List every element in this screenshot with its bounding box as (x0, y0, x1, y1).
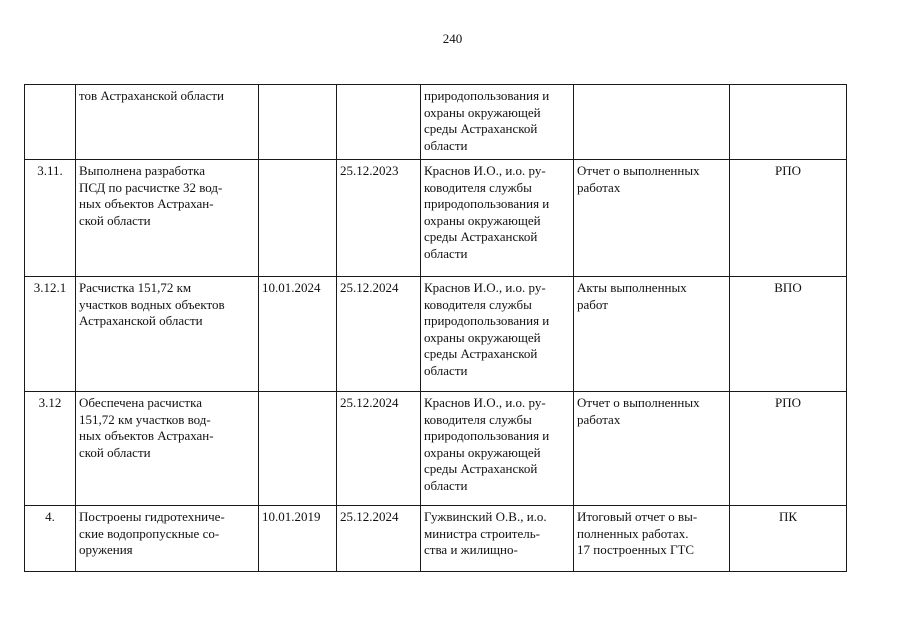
table-row (25, 392, 847, 506)
cell-end-date: 25.12.2024 (337, 506, 421, 572)
cell-number: 4. (25, 506, 76, 572)
cell-code: ВПО (730, 277, 847, 392)
cell-responsible: природопользования и охраны окружающей среды Астраханской области (421, 85, 574, 160)
cell-event: тов Астраханской области (76, 85, 259, 160)
table-row (25, 506, 847, 572)
cell-event: Построены гидротехниче- ские водопропускные со- оружения (76, 506, 259, 572)
cell-result: Итоговый отчет о вы- полненных работах. 17 построенных ГТС (574, 506, 730, 572)
activity-table (24, 84, 847, 572)
table-row (25, 160, 847, 277)
cell-responsible: Краснов И.О., и.о. ру- ководителя службы природопользования и охраны окружающей среды Астраханской области (421, 160, 574, 277)
cell-event: Расчистка 151,72 км участков водных объектов Астраханской области (76, 277, 259, 392)
cell-code: ПК (730, 506, 847, 572)
page-number: 240 (442, 31, 463, 46)
cell-code (730, 85, 847, 160)
cell-start-date: 10.01.2019 (259, 506, 337, 572)
cell-end-date: 25.12.2024 (337, 392, 421, 506)
cell-result: Отчет о выполненных работах (574, 392, 730, 506)
cell-end-date (337, 85, 421, 160)
cell-start-date: 10.01.2024 (259, 277, 337, 392)
cell-number: 3.12 (25, 392, 76, 506)
cell-responsible: Гужвинский О.В., и.о. министра строитель- ства и жилищно- (421, 506, 574, 572)
cell-result: Отчет о выполненных работах (574, 160, 730, 277)
cell-start-date (259, 160, 337, 277)
cell-number: 3.11. (25, 160, 76, 277)
cell-end-date: 25.12.2024 (337, 277, 421, 392)
cell-event: Выполнена разработка ПСД по расчистке 32 вод- ных объектов Астрахан- ской области (76, 160, 259, 277)
cell-code: РПО (730, 392, 847, 506)
cell-number (25, 85, 76, 160)
cell-event: Обеспечена расчистка 151,72 км участков вод- ных объектов Астрахан- ской области (76, 392, 259, 506)
cell-start-date (259, 85, 337, 160)
cell-result: Акты выполненных работ (574, 277, 730, 392)
table-row (25, 277, 847, 392)
cell-end-date: 25.12.2023 (337, 160, 421, 277)
cell-responsible: Краснов И.О., и.о. ру- ководителя службы природопользования и охраны окружающей среды Астраханской области (421, 277, 574, 392)
cell-result (574, 85, 730, 160)
cell-start-date (259, 392, 337, 506)
table-row (25, 85, 847, 160)
cell-responsible: Краснов И.О., и.о. ру- ководителя службы природопользования и охраны окружающей среды Астраханской области (421, 392, 574, 506)
cell-number: 3.12.1 (25, 277, 76, 392)
cell-code: РПО (730, 160, 847, 277)
